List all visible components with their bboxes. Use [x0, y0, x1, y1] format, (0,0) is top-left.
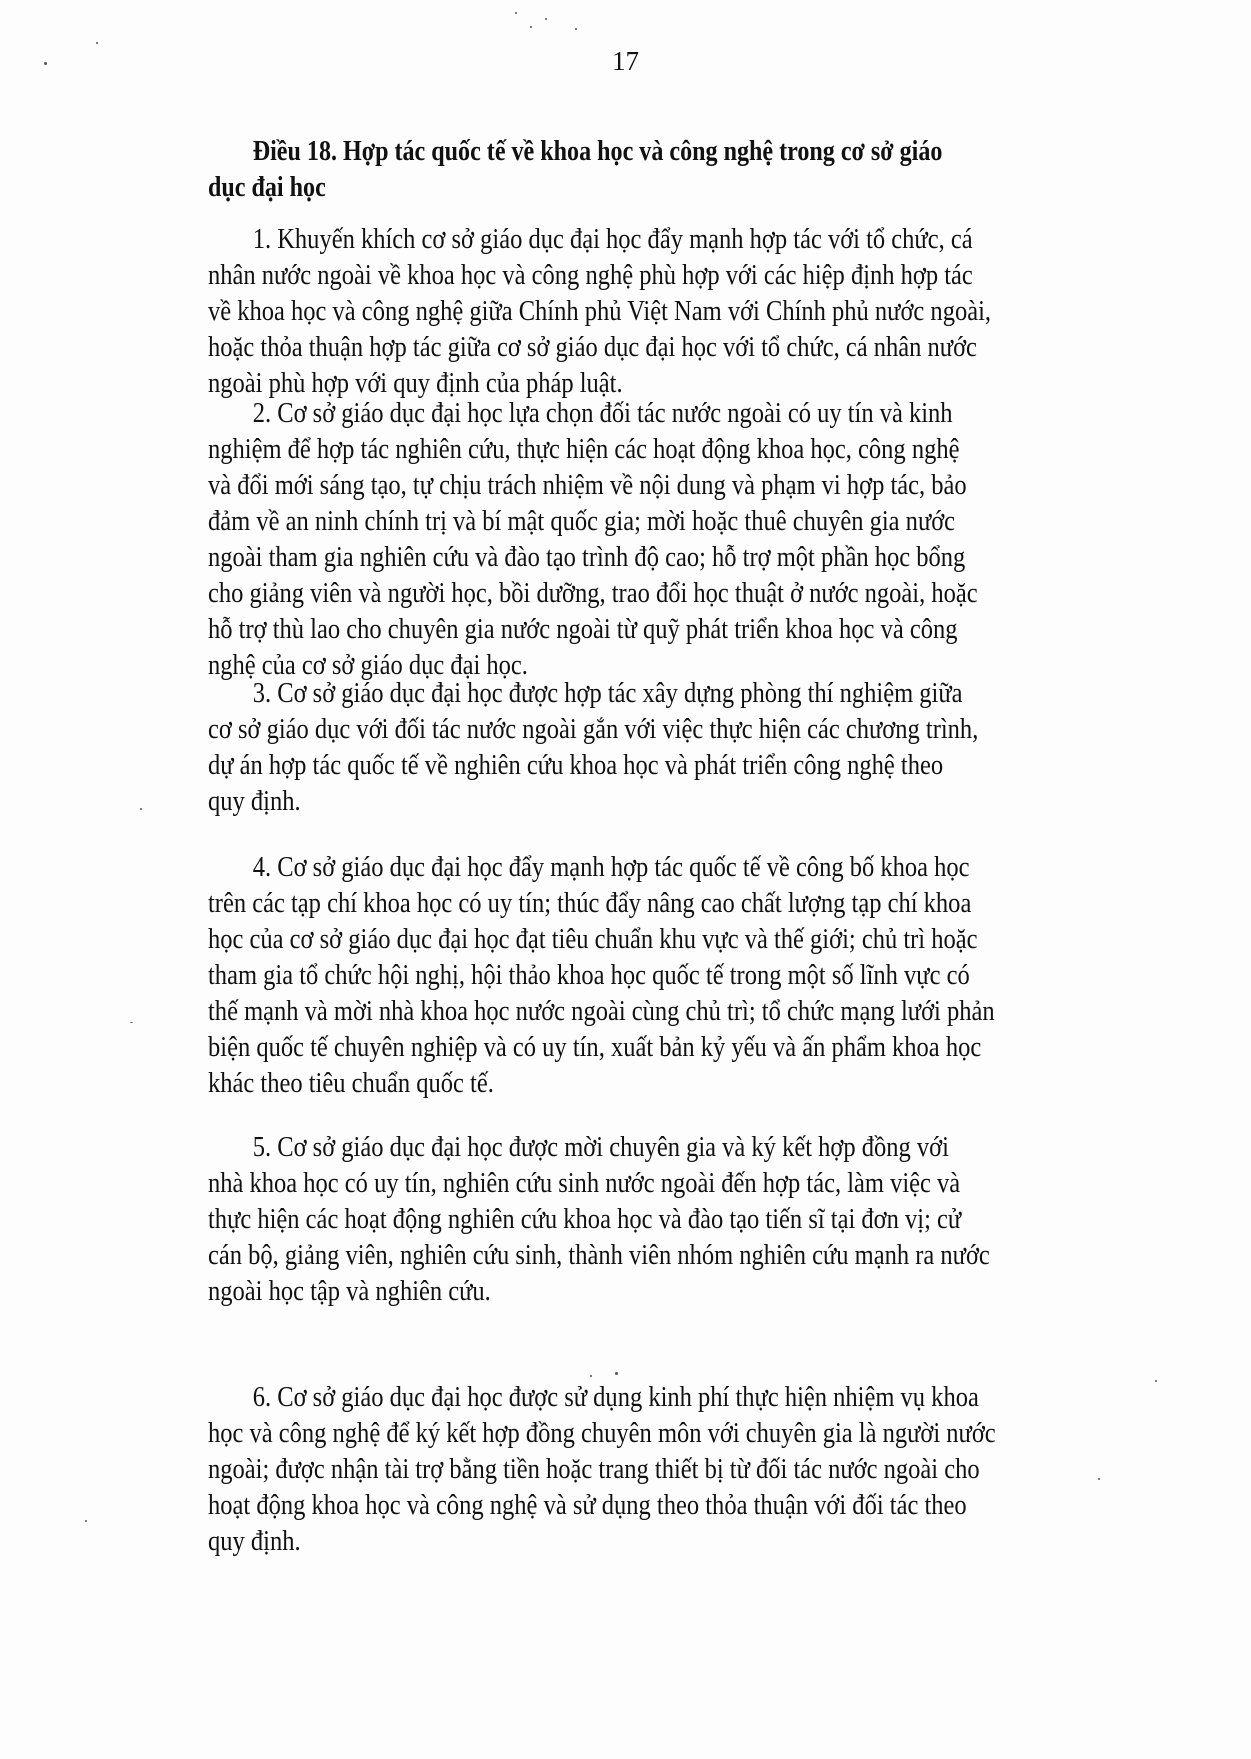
paragraph-line: nghệ của cơ sở giáo dục đại học. [208, 650, 528, 681]
paragraph-2 [208, 396, 1128, 684]
paragraph-line: ngoài; được nhận tài trợ bằng tiền hoặc trang thiết bị từ đối tác nước ngoài cho [208, 1454, 980, 1485]
scan-speck [140, 808, 142, 810]
paragraph-line: ngoài phù hợp với quy định của pháp luật. [208, 368, 623, 399]
paragraph-line: học và công nghệ để ký kết hợp đồng chuyên môn với chuyên gia là người nước [208, 1418, 996, 1449]
scan-speck [575, 28, 577, 30]
paragraph-line: 5. Cơ sở giáo dục đại học được mời chuyên gia và ký kết hợp đồng với [252, 1132, 949, 1163]
paragraph-line: ngoài học tập và nghiên cứu. [208, 1276, 491, 1307]
scan-speck [1155, 1380, 1157, 1382]
paragraph-3 [208, 676, 1128, 820]
paragraph-line: 2. Cơ sở giáo dục đại học lựa chọn đối tác nước ngoài có uy tín và kinh [252, 398, 953, 429]
paragraph-line: về khoa học và công nghệ giữa Chính phủ Việt Nam với Chính phủ nước ngoài, [208, 296, 992, 327]
paragraph-line: quy định. [208, 1526, 301, 1557]
scan-speck [545, 18, 547, 20]
heading-line: dục đại học [208, 172, 326, 203]
paragraph-line: nhân nước ngoài về khoa học và công nghệ phù hợp với các hiệp định hợp tác [208, 260, 973, 291]
paragraph-line: biện quốc tế chuyên nghiệp và có uy tín, xuất bản kỷ yếu và ấn phẩm khoa học [208, 1032, 982, 1063]
paragraph-line: 6. Cơ sở giáo dục đại học được sử dụng kinh phí thực hiện nhiệm vụ khoa [252, 1382, 979, 1413]
paragraph-line: cơ sở giáo dục với đối tác nước ngoài gắn với việc thực hiện các chương trình, [208, 714, 979, 745]
paragraph-line: thế mạnh và mời nhà khoa học nước ngoài cùng chủ trì; tổ chức mạng lưới phản [208, 996, 995, 1027]
paragraph-line: cho giảng viên và người học, bồi dưỡng, trao đổi học thuật ở nước ngoài, hoặc [208, 578, 978, 609]
scan-speck [44, 62, 47, 65]
paragraph-line: trên các tạp chí khoa học có uy tín; thúc đẩy nâng cao chất lượng tạp chí khoa [208, 888, 972, 919]
paragraph-line: quy định. [208, 786, 301, 817]
paragraph-line: 3. Cơ sở giáo dục đại học được hợp tác xây dựng phòng thí nghiệm giữa [252, 678, 963, 709]
paragraph-5 [208, 1130, 1128, 1310]
paragraph-line: tham gia tổ chức hội nghị, hội thảo khoa học quốc tế trong một số lĩnh vực có [208, 960, 970, 991]
scan-speck [515, 12, 517, 14]
scan-speck [530, 26, 532, 28]
article-heading [208, 134, 1128, 206]
paragraph-line: nghiệm để hợp tác nghiên cứu, thực hiện các hoạt động khoa học, công nghệ [208, 434, 960, 465]
paragraph-line: ngoài tham gia nghiên cứu và đào tạo trình độ cao; hỗ trợ một phần học bổng [208, 542, 966, 573]
paragraph-line: nhà khoa học có uy tín, nghiên cứu sinh nước ngoài đến hợp tác, làm việc và [208, 1168, 961, 1199]
scan-speck [615, 1372, 618, 1375]
paragraph-line: hoạt động khoa học và công nghệ và sử dụng theo thỏa thuận với đối tác theo [208, 1490, 967, 1521]
paragraph-line: học của cơ sở giáo dục đại học đạt tiêu chuẩn khu vực và thế giới; chủ trì hoặc [208, 924, 978, 955]
scan-speck [1098, 1478, 1100, 1480]
paragraph-4 [208, 850, 1128, 1102]
paragraph-line: thực hiện các hoạt động nghiên cứu khoa học và đào tạo tiến sĩ tại đơn vị; cử [208, 1204, 962, 1235]
paragraph-line: và đổi mới sáng tạo, tự chịu trách nhiệm về nội dung và phạm vi hợp tác, bảo [208, 470, 967, 501]
scan-speck [85, 1520, 87, 1522]
scan-speck [590, 1375, 592, 1377]
paragraph-line: đảm về an ninh chính trị và bí mật quốc gia; mời hoặc thuê chuyên gia nước [208, 506, 956, 537]
scan-speck [130, 1022, 133, 1023]
paragraph-line: 4. Cơ sở giáo dục đại học đẩy mạnh hợp tác quốc tế về công bố khoa học [252, 852, 970, 883]
paragraph-6 [208, 1380, 1128, 1560]
page-number: 17 [612, 46, 639, 76]
scan-speck [96, 42, 98, 44]
paragraph-line: hoặc thỏa thuận hợp tác giữa cơ sở giáo dục đại học với tổ chức, cá nhân nước [208, 332, 977, 363]
paragraph-1 [208, 222, 1128, 402]
heading-line: Điều 18. Hợp tác quốc tế về khoa học và công nghệ trong cơ sở giáo [252, 136, 943, 167]
paragraph-line: cán bộ, giảng viên, nghiên cứu sinh, thành viên nhóm nghiên cứu mạnh ra nước [208, 1240, 990, 1271]
paragraph-line: dự án hợp tác quốc tế về nghiên cứu khoa học và phát triển công nghệ theo [208, 750, 944, 781]
paragraph-line: hỗ trợ thù lao cho chuyên gia nước ngoài từ quỹ phát triển khoa học và công [208, 614, 958, 645]
paragraph-line: 1. Khuyến khích cơ sở giáo dục đại học đẩy mạnh hợp tác với tổ chức, cá [252, 224, 973, 255]
paragraph-line: khác theo tiêu chuẩn quốc tế. [208, 1068, 494, 1099]
